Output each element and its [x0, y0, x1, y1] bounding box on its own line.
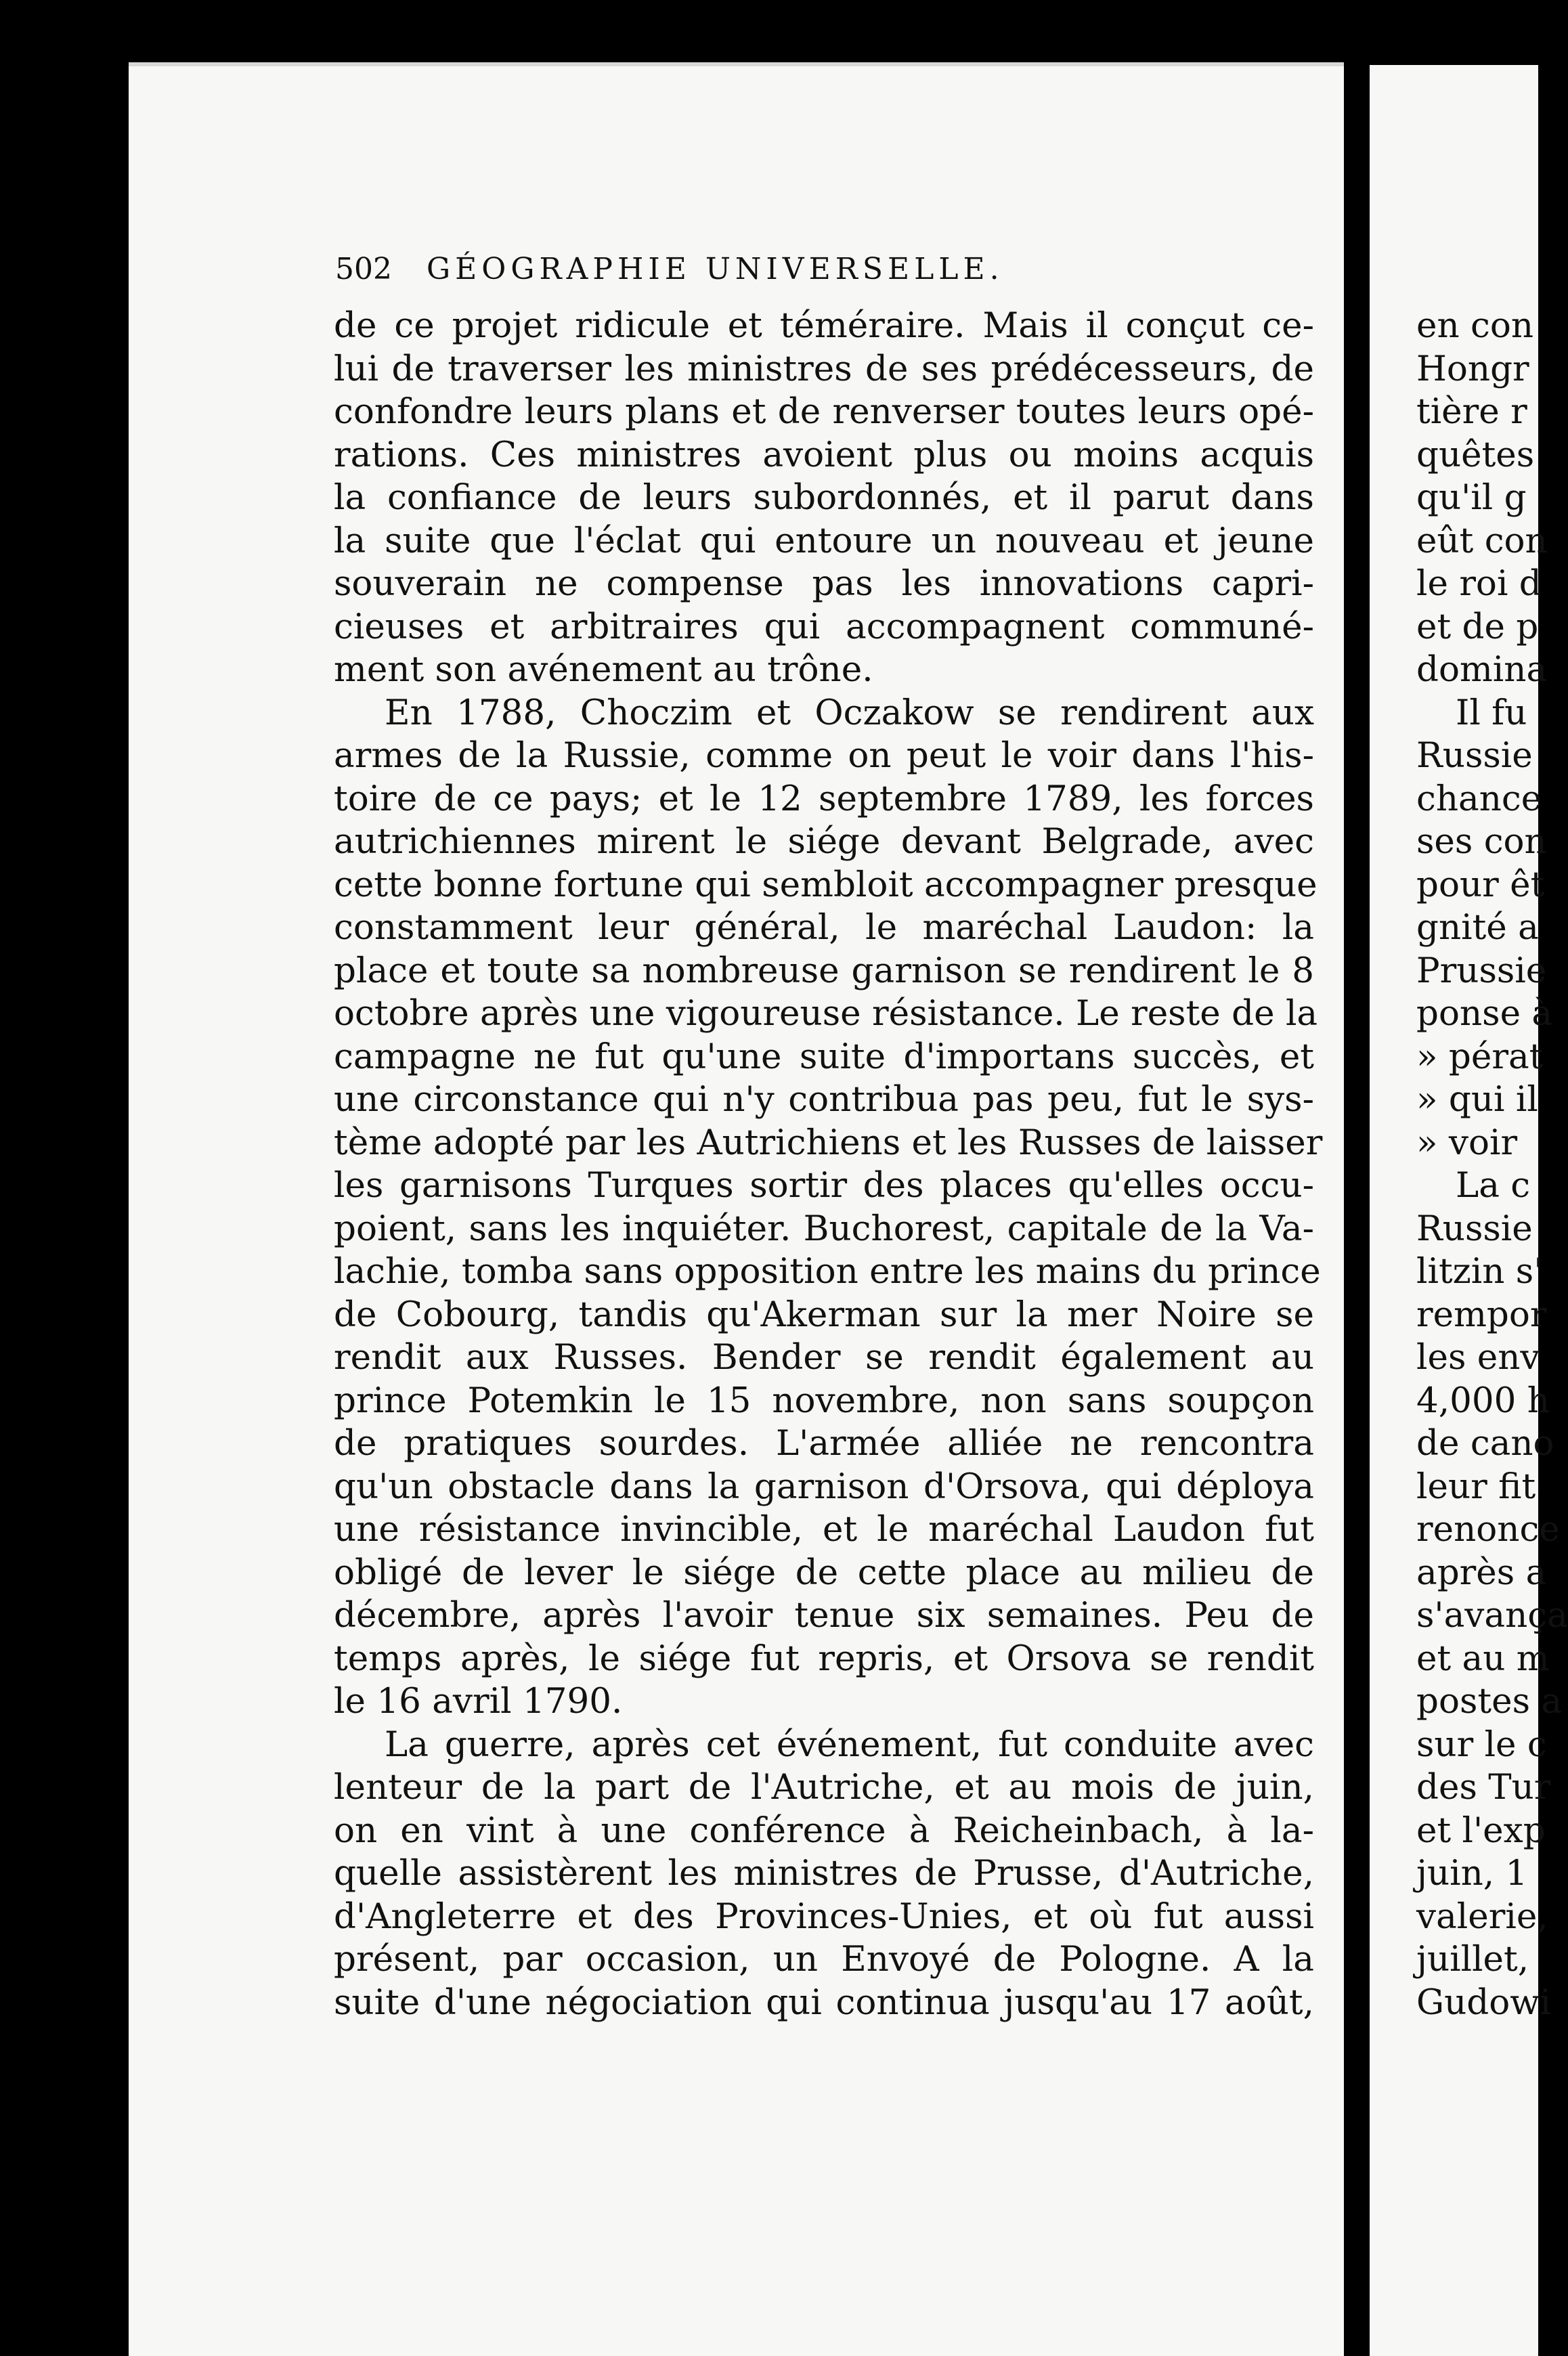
text-line: toire de ce pays; et le 12 septembre 1789, les forces: [334, 778, 1314, 819]
text-line-fragment: Russie: [1416, 1208, 1533, 1249]
text-line: décembre, après l'avoir tenue six semaines. Peu de: [334, 1595, 1314, 1636]
text-line: on en vint à une conférence à Reicheinbach, à la-: [334, 1810, 1314, 1851]
text-line-fragment: valerie,: [1416, 1896, 1548, 1937]
text-line: octobre après une vigoureuse résistance. Le reste de la: [334, 993, 1318, 1034]
text-line-fragment: Russie: [1416, 735, 1533, 776]
text-line-fragment: et de p: [1416, 606, 1539, 647]
text-line: armes de la Russie, comme on peut le voir dans l'his-: [334, 735, 1314, 776]
text-line-fragment: gnité a: [1416, 907, 1539, 948]
text-line-fragment: rempor: [1416, 1294, 1547, 1335]
text-line: de pratiques sourdes. L'armée alliée ne rencontra: [334, 1423, 1314, 1464]
text-line-fragment: et au m: [1416, 1638, 1550, 1679]
text-line: qu'un obstacle dans la garnison d'Orsova, qui déploya: [334, 1466, 1314, 1507]
text-line: la suite que l'éclat qui entoure un nouveau et jeune: [334, 520, 1314, 561]
text-line-fragment: quêtes: [1416, 434, 1535, 475]
text-line-fragment: des Tur: [1416, 1767, 1551, 1808]
text-line: La guerre, après cet événement, fut conduite avec: [385, 1724, 1314, 1765]
text-line: place et toute sa nombreuse garnison se rendirent le 8: [334, 950, 1314, 991]
text-line-fragment: sur le c: [1416, 1724, 1547, 1765]
running-title: GÉOGRAPHIE UNIVERSELLE.: [426, 252, 1004, 286]
text-line: cette bonne fortune qui sembloit accompagner presque: [334, 864, 1317, 905]
text-line: campagne ne fut qu'une suite d'importans succès, et: [334, 1036, 1314, 1077]
text-line-fragment: leur fit: [1416, 1466, 1536, 1507]
text-line: de Cobourg, tandis qu'Akerman sur la mer Noire se: [334, 1294, 1314, 1335]
text-line: cieuses et arbitraires qui accompagnent communé-: [334, 606, 1314, 647]
text-line: constamment leur général, le maréchal Laudon: la: [334, 907, 1314, 948]
text-line: autrichiennes mirent le siége devant Belgrade, avec: [334, 821, 1314, 862]
text-line: quelle assistèrent les ministres de Prusse, d'Autriche,: [334, 1853, 1314, 1894]
text-line-fragment: domina: [1416, 649, 1548, 690]
text-line: lachie, tomba sans opposition entre les mains du prince: [334, 1251, 1321, 1292]
text-line-fragment: » pérat: [1416, 1036, 1544, 1077]
text-line-fragment: tière r: [1416, 391, 1527, 432]
text-line: une circonstance qui n'y contribua pas peu, fut le sys-: [334, 1079, 1314, 1120]
text-line-fragment: renonce: [1416, 1509, 1560, 1550]
text-line: En 1788, Choczim et Oczakow se rendirent aux: [385, 692, 1314, 733]
text-line-fragment: juillet,: [1416, 1939, 1529, 1980]
text-line-fragment: qu'il g: [1416, 477, 1527, 518]
text-line: suite d'une négociation qui continua jusqu'au 17 août,: [334, 1982, 1314, 2023]
right-page-text: [1416, 305, 1568, 2024]
text-line-fragment: postes a: [1416, 1681, 1563, 1722]
text-line-fragment: de cano: [1416, 1423, 1554, 1464]
text-line-fragment: chance: [1416, 778, 1542, 819]
text-line: lui de traverser les ministres de ses prédécesseurs, de: [334, 348, 1314, 389]
text-line-fragment: et l'exp: [1416, 1810, 1546, 1851]
text-line-fragment: ponse à: [1416, 993, 1553, 1034]
text-line: lenteur de la part de l'Autriche, et au mois de juin,: [334, 1767, 1314, 1808]
text-line-fragment: après a: [1416, 1552, 1547, 1593]
text-line-fragment: en con: [1416, 305, 1534, 346]
text-line: confondre leurs plans et de renverser toutes leurs opé-: [334, 391, 1314, 432]
text-line-fragment: eût con: [1416, 520, 1548, 561]
text-line: poient, sans les inquiéter. Buchorest, capitale de la Va-: [334, 1208, 1314, 1249]
text-line: le 16 avril 1790.: [334, 1681, 623, 1722]
text-line: prince Potemkin le 15 novembre, non sans soupçon: [334, 1380, 1314, 1421]
left-page-text: [334, 305, 1323, 2024]
text-line: une résistance invincible, et le maréchal Laudon fut: [334, 1509, 1314, 1550]
text-line-fragment: pour êt: [1416, 864, 1545, 905]
text-line-fragment: litzin s': [1416, 1251, 1544, 1292]
text-line-fragment: juin, 1: [1416, 1853, 1528, 1894]
text-line-fragment: 4,000 h: [1416, 1380, 1550, 1421]
text-line: de ce projet ridicule et téméraire. Mais il conçut ce-: [334, 305, 1314, 346]
text-line: ment son avénement au trône.: [334, 649, 873, 690]
text-line: rendit aux Russes. Bender se rendit également au: [334, 1337, 1314, 1378]
text-line: la confiance de leurs subordonnés, et il parut dans: [334, 477, 1314, 518]
text-line: présent, par occasion, un Envoyé de Pologne. A la: [334, 1939, 1314, 1980]
text-line-fragment: Gudowi: [1416, 1982, 1551, 2023]
text-line: temps après, le siége fut repris, et Orsova se rendit: [334, 1638, 1314, 1679]
text-line-fragment: Il fu: [1456, 692, 1527, 733]
text-line: souverain ne compense pas les innovations capri-: [334, 563, 1314, 604]
text-line: obligé de lever le siége de cette place au milieu de: [334, 1552, 1314, 1593]
text-line-fragment: La c: [1456, 1165, 1531, 1206]
text-line: d'Angleterre et des Provinces-Unies, et où fut aussi: [334, 1896, 1314, 1937]
text-line-fragment: Prussie: [1416, 950, 1547, 991]
text-line-fragment: ses con: [1416, 821, 1547, 862]
text-line: rations. Ces ministres avoient plus ou moins acquis: [334, 434, 1314, 475]
running-head: [335, 252, 1004, 286]
text-line-fragment: les env: [1416, 1337, 1540, 1378]
text-line-fragment: » voir: [1416, 1122, 1518, 1163]
page-number: 502: [335, 252, 392, 286]
text-line: tème adopté par les Autrichiens et les Russes de laisser: [334, 1122, 1323, 1163]
text-line-fragment: s'avança: [1416, 1595, 1568, 1636]
text-line-fragment: Hongr: [1416, 348, 1529, 389]
text-line-fragment: » qui il: [1416, 1079, 1538, 1120]
text-line-fragment: le roi d: [1416, 563, 1542, 604]
text-line: les garnisons Turques sortir des places qu'elles occu-: [334, 1165, 1314, 1206]
